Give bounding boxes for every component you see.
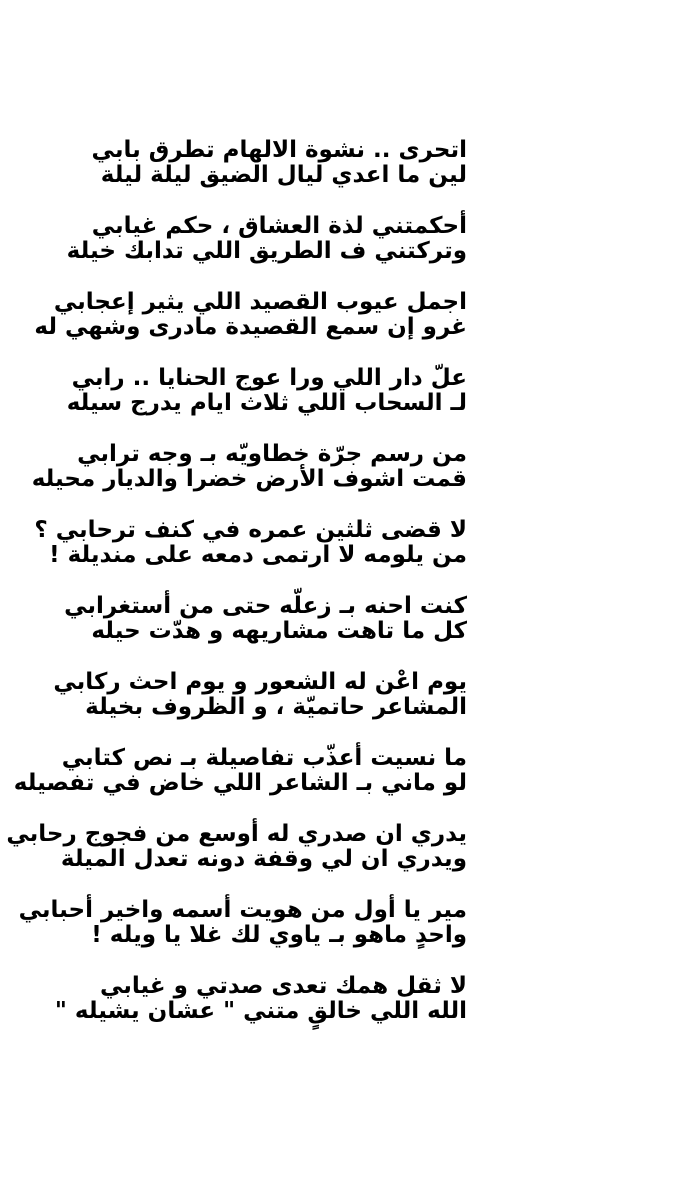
verse-line: لا قضى ثلثين عمره في كنف ترحابي ؟ (34, 517, 467, 543)
stanza-3 (0, 280, 676, 356)
verse-line: لين ما اعدي ليال الضيق ليلة ليلة (100, 162, 467, 188)
verse-line: كنت احنه بـ زعلّه حتى من أستغرابي (64, 593, 467, 619)
verse-line: أحكمتني لذة العشاق ، حكم غيابي (91, 213, 467, 239)
verse-line: يدري ان صدري له أوسع من فجوج رحابي (6, 821, 467, 847)
verse-line: واحدٍ ماهو بـ ياوي لك غلا يا ويله ! (91, 922, 467, 948)
verse-line: ما نسيت أعذّب تفاصيلة بـ نص كتابي (61, 745, 467, 771)
verse-line: غرو إن سمع القصيدة مادرى وشهي له (34, 314, 467, 340)
stanza-7 (0, 584, 676, 660)
stanza-10 (0, 812, 676, 888)
stanza-12 (0, 964, 676, 1040)
verse-line: المشاعر حاتميّة ، و الظروف بخيلة (85, 694, 467, 720)
stanza-11 (0, 888, 676, 964)
stanza-6 (0, 508, 676, 584)
verse-line: من يلومه لا ارتمى دمعه على منديلة ! (49, 542, 467, 568)
stanza-5 (0, 432, 676, 508)
verse-line: لـ السحاب اللي ثلاث ايام يدرج سيله (66, 390, 467, 416)
stanza-9 (0, 736, 676, 812)
verse-line: يوم اعْن له الشعور و يوم احث ركابي (53, 669, 467, 695)
verse-line: اتحرى .. نشوة الالهام تطرق بابي (91, 137, 467, 163)
verse-line: الله اللي خالقٍ متني " عشان يشيله " (54, 998, 467, 1024)
stanza-8 (0, 660, 676, 736)
verse-line: لو ماني بـ الشاعر اللي خاض في تفصيله (13, 770, 467, 796)
stanza-2 (0, 204, 676, 280)
verse-line: كل ما تاهت مشاريهه و هدّت حيله (91, 618, 467, 644)
poem-text (0, 128, 676, 1040)
verse-line: اجمل عيوب القصيد اللي يثير إعجابي (53, 289, 467, 315)
stanza-4 (0, 356, 676, 432)
verse-line: مير يا أول من هويت أسمه واخير أحبابي (18, 897, 467, 923)
verse-line: وتركتني ف الطريق اللي تدابك خيلة (66, 238, 467, 264)
verse-line: علّ دار اللي ورا عوج الحنايا .. رابي (71, 365, 467, 391)
verse-line: من رسم جرّة خطاويّه بـ وجه ترابي (77, 441, 467, 467)
verse-line: لا ثقل همك تعدى صدتي و غيابي (99, 973, 467, 999)
verse-line: ويدري ان لي وقفة دونه تعدل الميلة (60, 846, 467, 872)
stanza-1 (0, 128, 676, 204)
verse-line: قمت اشوف الأرض خضرا والديار محيله (31, 466, 467, 492)
